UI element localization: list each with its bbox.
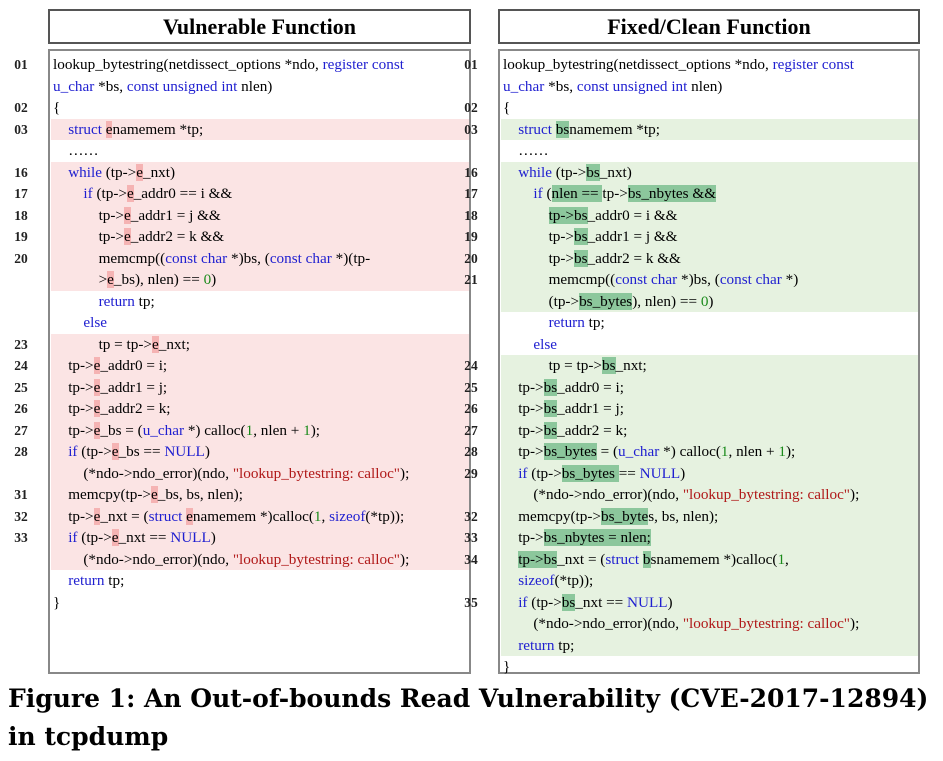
code-line: (tp->bs_bytes), nlen) == 0): [503, 292, 714, 310]
line-number: 26: [14, 401, 28, 416]
line-number: [2, 312, 40, 334]
line-number: [452, 570, 490, 592]
line-number: 02: [464, 100, 478, 115]
line-number: 24: [464, 358, 478, 373]
line-number: 17: [464, 186, 478, 201]
code-line: }: [503, 658, 511, 675]
code-line: return tp;: [98, 292, 155, 310]
line-number: 33: [14, 530, 28, 545]
code-line: {: [53, 99, 61, 116]
line-number: 24: [14, 358, 28, 373]
code-line: tp->bs_addr0 = i &&: [548, 206, 678, 224]
code-line: tp->bs_addr1 = j;: [503, 400, 624, 417]
code-line: (*ndo->ndo_error)(ndo, "lookup_bytestring: calloc");: [53, 550, 410, 568]
code-line: if (tp->e_bs == NULL): [68, 443, 210, 460]
line-number: 33: [464, 530, 478, 545]
line-number: 34: [464, 551, 478, 567]
code-line: else: [83, 314, 107, 331]
code-line: if (tp->e_nxt == NULL): [68, 529, 216, 546]
code-line: tp->bs_bytes = (u_char *) calloc(1, nlen + 1);: [503, 443, 796, 460]
line-number: 16: [14, 164, 28, 180]
line-number: [452, 656, 490, 678]
line-number: 31: [14, 487, 28, 502]
fixed-code-listing: [464, 49, 920, 675]
code-line: tp->bs_addr2 = k;: [503, 421, 628, 439]
code-line: u_char *bs, const unsigned int nlen): [503, 77, 723, 95]
code-line: tp->e_addr0 = i;: [53, 357, 168, 374]
code-line: sizeof(*tp));: [518, 572, 594, 589]
code-line: tp = tp->e_nxt;: [53, 335, 190, 353]
code-line: tp = tp->bs_nxt;: [503, 357, 647, 374]
code-line: }: [53, 593, 61, 611]
line-number: [452, 484, 490, 506]
line-number: [452, 312, 490, 334]
code-line: return tp;: [68, 572, 125, 589]
line-number: [2, 140, 40, 162]
code-line: tp->e_addr1 = j;: [53, 378, 168, 396]
line-number: 29: [464, 465, 478, 481]
line-number: 21: [464, 272, 478, 287]
code-line: if (tp->bs_nxt == NULL): [518, 593, 673, 611]
vulnerable-title: Vulnerable Function: [48, 9, 471, 44]
line-number: 32: [464, 508, 478, 524]
line-number: 19: [14, 229, 28, 244]
code-line: tp->e_addr1 = j &&: [53, 206, 221, 224]
line-number: 19: [464, 229, 478, 244]
code-line: (*ndo->ndo_error)(ndo, "lookup_bytestring: calloc");: [503, 615, 860, 632]
code-line: ……: [53, 142, 99, 159]
code-line: tp->bs_addr2 = k &&: [503, 249, 681, 267]
line-number: 01: [14, 57, 28, 72]
code-line: return tp;: [518, 636, 575, 654]
code-line: if (tp->e_addr0 == i &&: [83, 185, 233, 202]
code-line: return tp;: [548, 314, 605, 331]
line-number: [2, 291, 40, 313]
line-number: [452, 76, 490, 98]
code-line: tp->bs_nxt = (struct bsnamemem *)calloc(1,: [518, 550, 789, 568]
line-number: [2, 570, 40, 592]
line-number: 20: [464, 250, 478, 266]
code-line: memcpy(tp->bs_bytes, bs, nlen);: [503, 507, 719, 525]
vulnerable-panel: [14, 9, 471, 674]
line-number: 16: [464, 164, 478, 180]
code-line: lookup_bytestring(netdissect_options *ndo, register const: [503, 56, 854, 73]
code-line: lookup_bytestring(netdissect_options *ndo, register const: [53, 56, 404, 73]
code-line: u_char *bs, const unsigned int nlen): [53, 77, 273, 95]
code-line: memcmp((const char *)bs, (const char *): [503, 271, 799, 288]
line-number: 25: [464, 379, 478, 395]
code-line: if (tp->bs_bytes == NULL): [518, 464, 686, 482]
code-line: memcmp((const char *)bs, (const char *)(tp-: [53, 249, 371, 267]
line-number: 02: [14, 100, 28, 115]
line-number: [452, 635, 490, 657]
line-number: [2, 592, 40, 614]
code-line: tp->e_nxt = (struct enamemem *)calloc(1, sizeof(*tp));: [53, 507, 405, 525]
code-line: tp->bs_nbytes = nlen;: [503, 529, 651, 546]
code-line: {: [503, 99, 511, 116]
code-line: else: [533, 335, 557, 353]
line-number: 32: [14, 508, 28, 524]
vulnerable-code-listing: [14, 49, 471, 674]
line-number: 01: [464, 57, 478, 72]
code-line: tp->e_bs = (u_char *) calloc(1, nlen + 1);: [53, 421, 320, 439]
line-number: 27: [464, 422, 478, 438]
line-number: 26: [464, 401, 478, 416]
code-line: tp->e_addr2 = k &&: [53, 228, 225, 245]
code-line: struct enamemem *tp;: [68, 120, 204, 138]
code-line: if (nlen == tp->bs_nbytes &&: [533, 185, 717, 202]
line-number: [452, 334, 490, 356]
line-number: 03: [464, 121, 478, 137]
line-number: 20: [14, 250, 28, 266]
code-line: (*ndo->ndo_error)(ndo, "lookup_bytestring: calloc");: [503, 486, 860, 503]
code-line: tp->bs_addr0 = i;: [503, 378, 624, 396]
code-line: tp->e_addr2 = k;: [53, 400, 171, 417]
code-line: struct bsnamemem *tp;: [518, 120, 660, 138]
line-number: 17: [14, 186, 28, 201]
line-number: 28: [464, 444, 478, 459]
code-line: memcpy(tp->e_bs, bs, nlen);: [53, 486, 243, 503]
fixed-panel: [464, 9, 920, 675]
code-line: (*ndo->ndo_error)(ndo, "lookup_bytestring: calloc");: [53, 464, 410, 482]
line-number: [452, 291, 490, 313]
line-number: 23: [14, 336, 28, 352]
fixed-title: Fixed/Clean Function: [498, 9, 920, 44]
line-number: 18: [464, 207, 478, 223]
code-line: ……: [503, 142, 549, 159]
figure-caption: Figure 1: An Out-of-bounds Read Vulnerability (CVE-2017-12894) in tcpdump: [8, 684, 929, 751]
code-line: while (tp->e_nxt): [68, 163, 176, 181]
line-number: [2, 463, 40, 485]
line-number: 25: [14, 379, 28, 395]
line-number: 28: [14, 444, 28, 459]
line-number: [2, 549, 40, 571]
line-number: 03: [14, 121, 28, 137]
line-number: 18: [14, 207, 28, 223]
line-number: [2, 269, 40, 291]
line-number: [452, 140, 490, 162]
line-number: 27: [14, 422, 28, 438]
code-line: >e_bs), nlen) == 0): [53, 271, 217, 288]
line-number: 35: [464, 594, 478, 610]
code-line: while (tp->bs_nxt): [518, 163, 632, 181]
code-line: tp->bs_addr1 = j &&: [503, 228, 678, 245]
line-number: [2, 76, 40, 98]
line-number: [452, 613, 490, 635]
